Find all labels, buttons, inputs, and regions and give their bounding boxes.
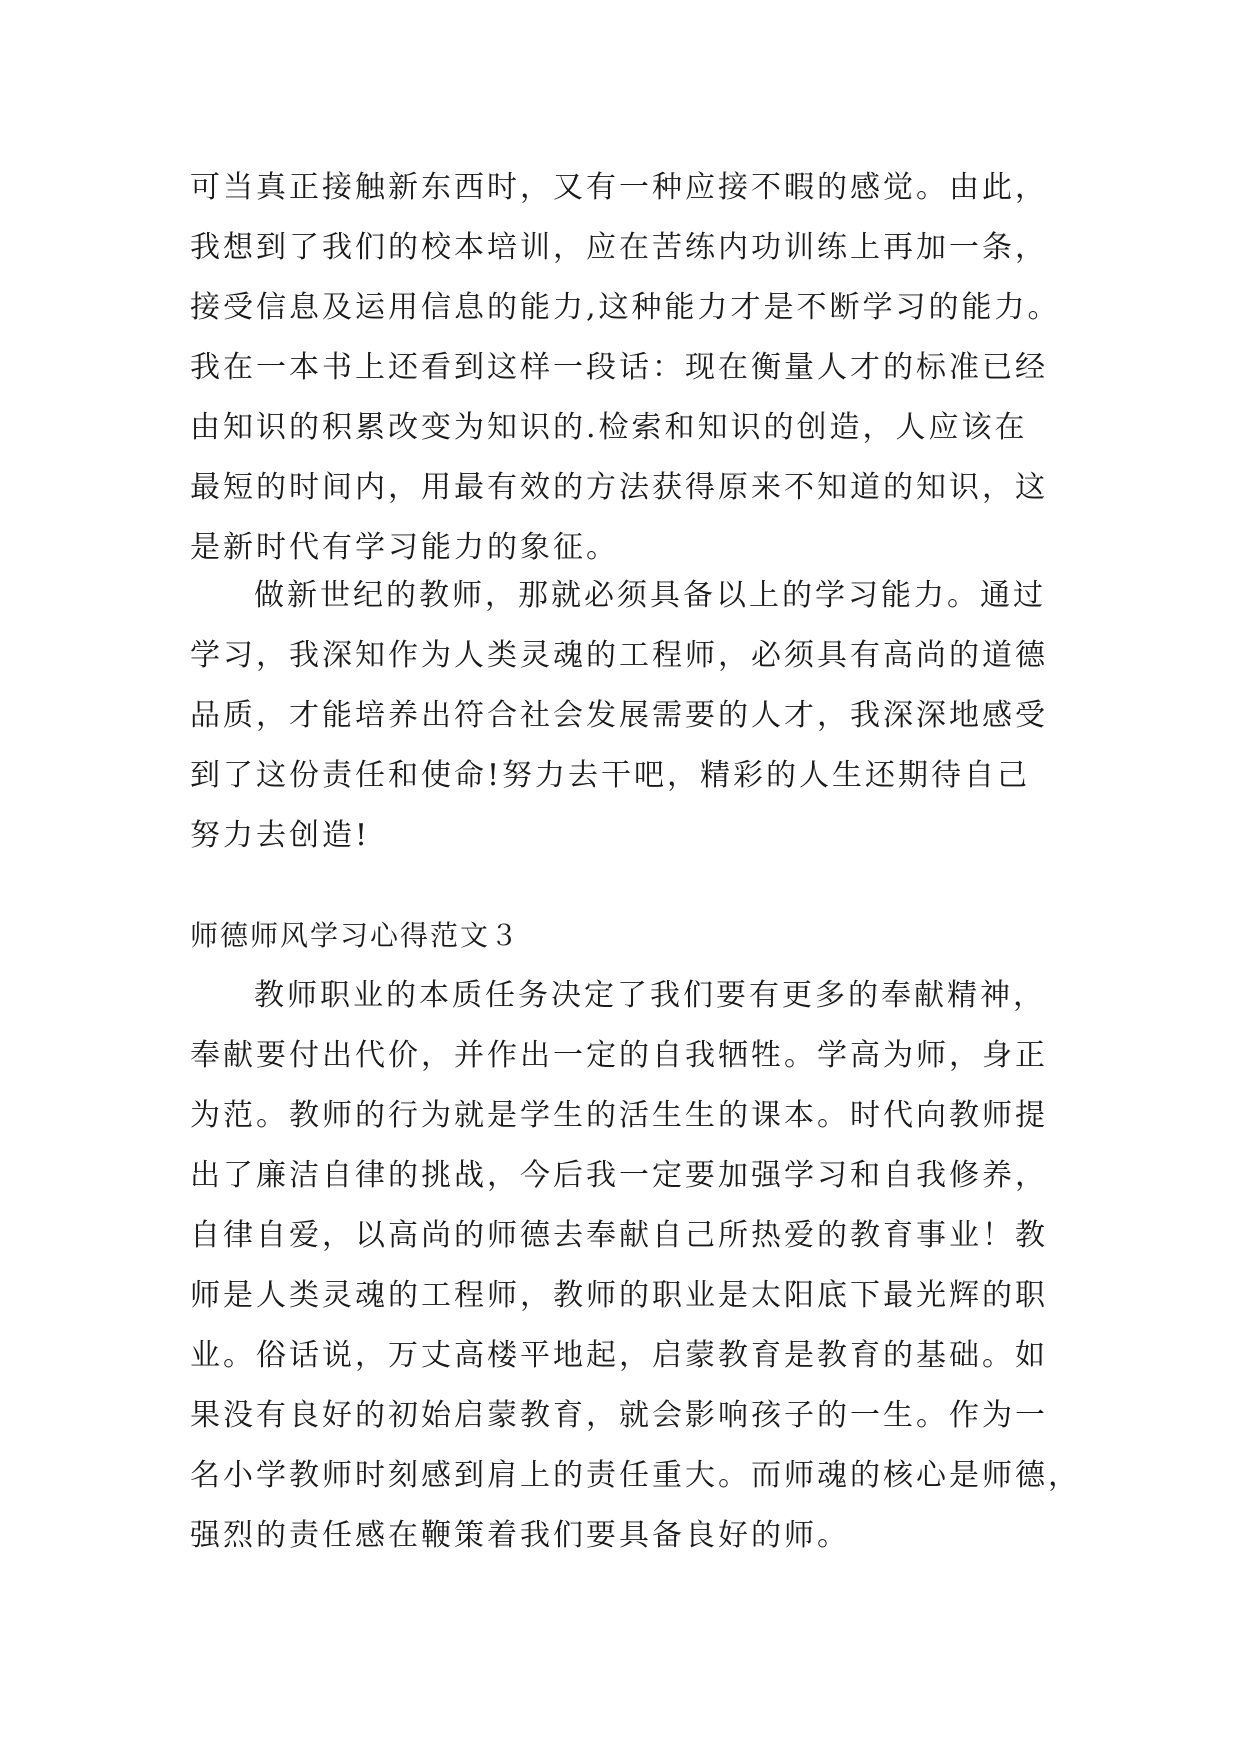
text-line: 到了这份责任和使命!努力去干吧，精彩的人生还期待自己 xyxy=(190,758,1031,793)
text-line: 品质，才能培养出符合社会发展需要的人才，我深深地感受 xyxy=(190,698,1048,733)
text-line: 最短的时间内，用最有效的方法获得原来不知道的知识，这 xyxy=(190,470,1048,505)
section-heading: 师德师风学习心得范文３ xyxy=(190,919,521,952)
text-line: 接受信息及运用信息的能力,这种能力才是不断学习的能力。 xyxy=(190,290,1061,325)
text-line: 为范。教师的行为就是学生的活生生的课本。时代向教师提 xyxy=(190,1098,1048,1133)
text-line: 果没有良好的初始启蒙教育，就会影响孩子的一生。作为一 xyxy=(190,1398,1048,1433)
text-line: 奉献要付出代价，并作出一定的自我牺牲。学高为师，身正 xyxy=(190,1038,1048,1073)
text-line: 自律自爱，以高尚的师德去奉献自己所热爱的教育事业！教 xyxy=(190,1218,1048,1253)
text-line: 业。俗话说，万丈高楼平地起，启蒙教育是教育的基础。如 xyxy=(190,1338,1048,1373)
text-line: 我在一本书上还看到这样一段话：现在衡量人才的标准已经 xyxy=(190,350,1048,385)
text-line: 是新时代有学习能力的象征。 xyxy=(190,530,619,565)
text-line: 强烈的责任感在鞭策着我们要具备良好的师。 xyxy=(190,1518,850,1553)
text-line: 名小学教师时刻感到肩上的责任重大。而师魂的核心是师德， xyxy=(190,1458,1081,1493)
text-line: 做新世纪的教师，那就必须具备以上的学习能力。通过 xyxy=(254,578,1046,613)
section2-tail-paragraph xyxy=(190,158,1090,578)
section3-heading-block xyxy=(190,906,1090,966)
text-line: 可当真正接触新东西时，又有一种应接不暇的感觉。由此， xyxy=(190,170,1048,205)
text-line: 学习，我深知作为人类灵魂的工程师，必须具有高尚的道德 xyxy=(190,638,1048,673)
section3-paragraph xyxy=(190,966,1090,1566)
text-line: 努力去创造! xyxy=(190,818,371,853)
section2-conclusion-paragraph xyxy=(190,566,1090,866)
text-line: 由知识的积累改变为知识的.检索和知识的创造，人应该在 xyxy=(190,410,1028,445)
text-line: 我想到了我们的校本培训，应在苦练内功训练上再加一条， xyxy=(190,230,1048,265)
text-line: 出了廉洁自律的挑战，今后我一定要加强学习和自我修养， xyxy=(190,1158,1048,1193)
text-line: 师是人类灵魂的工程师，教师的职业是太阳底下最光辉的职 xyxy=(190,1278,1048,1313)
text-line: 教师职业的本质任务决定了我们要有更多的奉献精神， xyxy=(254,978,1046,1013)
